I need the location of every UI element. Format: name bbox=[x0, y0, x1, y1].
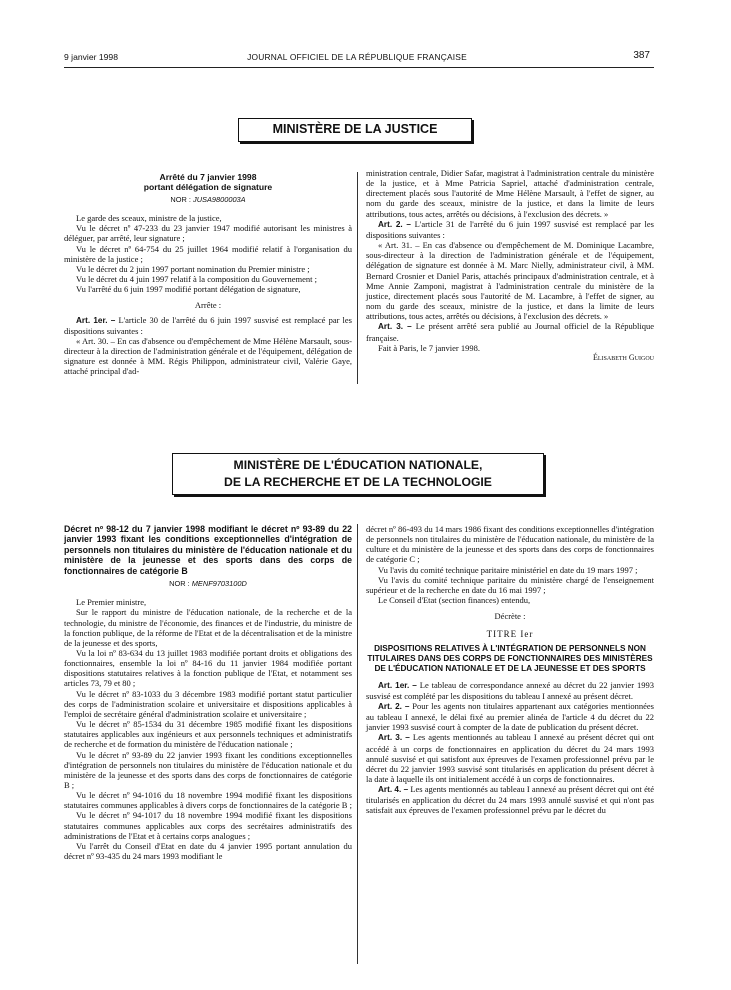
paragraph: Vu le décret nº 47-233 du 23 janvier 1947 modifié autorisant les ministres à déléguer, par arrêté, leur signature ; bbox=[64, 223, 352, 244]
issue-date: 9 janvier 1998 bbox=[64, 52, 118, 62]
decret-left-column bbox=[64, 524, 352, 861]
ministry-education-box: MINISTÈRE DE L'ÉDUCATION NATIONALE, DE LA RECHERCHE ET DE LA TECHNOLOGIE bbox=[172, 453, 544, 495]
header-rule bbox=[64, 67, 654, 68]
paragraph: Vu l'arrêt du Conseil d'Etat en date du 4 janvier 1995 portant annulation du décret nº 93-435 du 24 mars 1993 modifiant le bbox=[64, 840, 352, 862]
paragraph: Vu l'arrêté du 6 juin 1997 modifié portant délégation de signature, bbox=[76, 284, 301, 295]
paragraph: Vu le décret du 2 juin 1997 portant nomination du Premier ministre ; bbox=[76, 263, 310, 274]
article-3: Art. 3. – Les agents mentionnés au tableau I annexé au présent décret qui ont accédé à un corps de fonctionnaires en application du décret du 24 mars 1993 annulé susvisé et qui satisfont aux épreuves de l'examen professionnel prévu par le décret du 22 janvier 1993 susvisé sont titularisés en application du présent décret à la date à laquelle ils ont initialement accédé à un corps de fonctionnaires. bbox=[366, 732, 654, 784]
journal-title: JOURNAL OFFICIEL DE LA RÉPUBLIQUE FRANÇAISE bbox=[247, 52, 467, 62]
decret-nor: NOR : MENF9703100D bbox=[169, 579, 247, 589]
article-2: Art. 2. – Pour les agents non titulaires appartenant aux catégories mentionnées au tableau I annexé, le délai fixé au premier alinéa de l'article 4 du décret du 22 janvier 1993 susvisé court à compter de la date de publication du présent décret. bbox=[366, 700, 654, 733]
paragraph: Vu la loi nº 83-634 du 13 juillet 1983 modifiée portant droits et obligations des fonctionnaires, ensemble la loi nº 84-16 du 11 janvier 1984 modifiée portant dispositions statutaires relatives à la fonction publique de l'Etat, et notamment ses articles 73, 79 et 80 ; bbox=[64, 647, 352, 689]
column-divider bbox=[357, 172, 358, 384]
article-1: Art. 1er. – Le tableau de correspondance annexé au décret du 22 janvier 1993 susvisé est complété par les dispositions du tableau I annexé au présent décret. bbox=[366, 679, 655, 701]
decret-right-column bbox=[366, 524, 654, 816]
arrete-heading: Arrête : bbox=[194, 300, 222, 311]
decret-title: Décret nº 98-12 du 7 janvier 1998 modifiant le décret nº 93-89 du 22 janvier 1993 fixant les conditions exceptionnelles d'intégration de personnels non titulaires du ministère de l'éducation nationale et du ministère de la jeunesse et des sports dans des corps de fonctionnaires de catégorie B bbox=[64, 524, 352, 576]
paragraph: Vu l'avis du comité technique paritaire ministériel en date du 19 mars 1997 ; bbox=[378, 564, 638, 575]
paragraph: décret nº 86-493 du 14 mars 1986 fixant des conditions exceptionnelles d'intégration de personnels non titulaires du ministère de l'éducation nationale, du ministère de la culture et du ministère de la jeunesse et des sports dans des corps de fonctionnaires de catégorie C ; bbox=[366, 524, 654, 565]
article-31-text: « Art. 31. – En cas d'absence ou d'empêchement de M. Dominique Lacambre, sous-directeur à la direction de l'administration générale et de l'équipement, délégation de signature est donnée à M. Marc Nielly, administrateur civil, à MM. Bernard Crosnier et Daniel Paris, attachés principaux d'administration centrale, et à Mme Annie Zamponi, magistrat à l'administration centrale du ministère de la justice, directement placés sous l'autorité de M. Lacambre, à l'effet de signer, au nom du garde des sceaux, ministre de la justice, et dans la limite de leurs attributions, tous actes, arrêtés ou décisions, à l'exclusion des décrets. » bbox=[366, 240, 654, 322]
titre-heading: TITRE Ier bbox=[486, 629, 534, 640]
paragraph: Vu le décret du 4 juin 1997 relatif à la composition du Gouvernement ; bbox=[76, 274, 317, 285]
paragraph: Vu le décret nº 64-754 du 25 juillet 1964 modifié relatif à l'organisation du ministère de la justice ; bbox=[64, 243, 352, 264]
arrete-nor: NOR : JUSA9800003A bbox=[170, 195, 246, 204]
paragraph: Vu le décret nº 93-89 du 22 janvier 1993 fixant les conditions exceptionnelles d'intégration de personnels non titulaires du ministère de l'éducation nationale et du ministère de la jeunesse et des sports dans des corps de fonctionnaires de catégorie B ; bbox=[64, 749, 352, 790]
paragraph: Vu le décret nº 85-1534 du 31 décembre 1985 modifié fixant les dispositions statutaires applicables aux ingénieurs et aux personnels techniques et administratifs de recherche et de formation du ministère de l'éducation nationale ; bbox=[64, 719, 352, 750]
ministry-justice-box: MINISTÈRE DE LA JUSTICE bbox=[238, 118, 472, 142]
column-divider bbox=[357, 524, 358, 964]
article-2: Art. 2. – L'article 31 de l'arrêté du 6 juin 1997 susvisé est remplacé par les dispositions suivantes : bbox=[366, 218, 654, 240]
paragraph: Le Conseil d'Etat (section finances) entendu, bbox=[378, 595, 531, 606]
paragraph: ministration centrale, Didier Safar, magistrat à l'administration centrale du ministère de la justice, et à Mme Patricia Sapriel, attaché d'administration centrale, directement placés sous l'autorité de Mme Hélène Marsault, à l'effet de signer, au nom du garde des sceaux, ministre de la justice, et dans la limite de leurs attributions, tous actes, arrêtés ou décisions, à l'exclusion des décrets. » bbox=[366, 168, 654, 219]
paragraph: Sur le rapport du ministre de l'éducation nationale, de la recherche et de la technologie, du ministre de l'économie, des finances et de l'industrie, du ministre de la fonction publique, de la réforme de l'Etat et de la décentralisation et de la ministre de la jeunesse et des sports, bbox=[64, 607, 352, 648]
paragraph: Vu le décret nº 83-1033 du 3 décembre 1983 modifié portant statut particulier des corps de l'administration scolaire et universitaire et dispositions applicables à l'emploi de secrétaire général d'administration scolaire et universitaire ; bbox=[64, 688, 352, 719]
paragraph: Vu le décret nº 94-1016 du 18 novembre 1994 modifié fixant les dispositions statutaires communes applicables à divers corps de fonctionnaires de la catégorie B ; bbox=[64, 790, 352, 811]
arrete-title: Arrêté du 7 janvier 1998 portant délégation de signature bbox=[143, 172, 273, 192]
article-1: Art. 1er. – L'article 30 de l'arrêté du 6 juin 1997 susvisé est remplacé par les dispositions suivantes : bbox=[64, 314, 352, 336]
paragraph: Le Premier ministre, bbox=[76, 597, 147, 608]
paragraph: Vu le décret nº 94-1017 du 18 novembre 1994 modifié fixant les dispositions statutaires communes applicables aux corps des secrétaires administratifs des administrations de l'Etat et à certains corps analogues ; bbox=[64, 810, 352, 841]
article-30-text: « Art. 30. – En cas d'absence ou d'empêchement de Mme Hélène Marsault, sous-directeur à la direction de l'administration générale et de l'équipement, délégation de signature est donnée à MM. Régis Philippon, administrateur civil, Valérie Gaye, attaché principal d'ad- bbox=[64, 335, 352, 377]
decrete-heading: Décrète : bbox=[494, 611, 526, 622]
arrete-left-column bbox=[64, 172, 352, 377]
running-header bbox=[64, 50, 650, 66]
page-number: 387 bbox=[633, 50, 650, 61]
fait-a-paris: Fait à Paris, le 7 janvier 1998. bbox=[378, 342, 480, 353]
paragraph: Vu l'avis du comité technique paritaire du ministère chargé de l'enseignement supérieur et de la recherche en date du 16 mai 1997 ; bbox=[366, 574, 654, 595]
section-heading: DISPOSITIONS RELATIVES À L'INTÉGRATION DE PERSONNELS NON TITULAIRES DANS DES CORPS DE FONCTIONNAIRES DES MINISTÈRES DE L'ÉDUCATION NATIONALE ET DE LA JEUNESSE ET DES SPORTS bbox=[367, 643, 653, 673]
arrete-right-column bbox=[366, 168, 654, 363]
paragraph: Le garde des sceaux, ministre de la justice, bbox=[76, 213, 222, 224]
signature: Élisabeth Guigou bbox=[593, 352, 654, 362]
article-3: Art. 3. – Le présent arrêté sera publié au Journal officiel de la République française. bbox=[366, 321, 655, 343]
article-4: Art. 4. – Les agents mentionnés au tableau I annexé au présent décret qui ont été titularisés en application du décret du 24 mars 1993 annulé susvisé et qui n'ont pas satisfait aux épreuves de l'examen professionnel prévu par le décret du bbox=[366, 784, 654, 816]
